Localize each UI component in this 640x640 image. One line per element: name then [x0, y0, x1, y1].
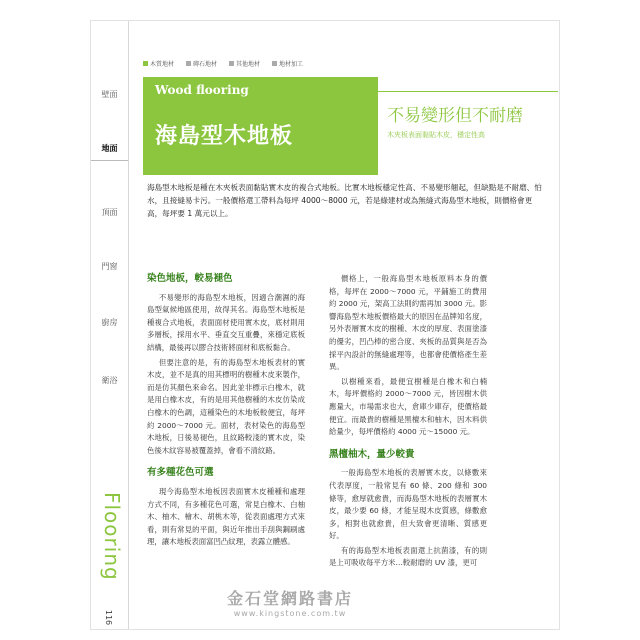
paragraph: 價格上，一般海島型木地板原料本身的價格，每坪在 2000～7000 元，平鋪施工的費用約 2000 元，架高工法則約需再加 3000 元。影響海島型木地板價格最大的原因在品牌知名度，另外表層實木皮的樹種、木皮的厚度、表面塗漆的優劣，凹凸棒的密合度、夾板的品質與是否為採平內設計的無縫處理等，也都會使價格產生差異。	[329, 274, 487, 372]
legend-square-icon	[186, 61, 191, 66]
tab-door-window[interactable]: 門窗	[101, 262, 118, 271]
watermark-brand: 金石堂網路書店	[226, 589, 353, 608]
title-divider	[378, 91, 558, 92]
category-legend	[143, 59, 303, 68]
book-page	[90, 20, 560, 630]
sub-tagline: 木夾板表面黏貼木皮，穩定性高	[387, 131, 485, 139]
right-column	[329, 273, 487, 572]
section-heading: 有多種花色可選	[147, 467, 214, 479]
paragraph: 不易變形的海島型木地板，因適合潮濕的海島型氣候地區使用，故得其名。海島型木地板是種複合式地板，表面面材使用實木皮，底材則用多層板，採用水平、垂直交互重疊，來穩定底板結構，最後再以膠合技術將面材和底板黏合。	[147, 292, 305, 352]
chapter-sidebar	[91, 21, 129, 629]
paragraph: 一般海島型木地板的表層實木皮，以條數來代表厚度，一般常見有 60 條、200 條和 300 條等，愈厚就愈貴，而海島型木地板的表層實木皮，最少要 60 條，才能呈現木皮質感，條數愈多，相對也就愈貴，但大致會更清晰、質感更好。	[329, 468, 487, 541]
legend-item: 木質地材	[143, 59, 174, 68]
page-number: 116	[104, 609, 114, 626]
tab-bathroom[interactable]: 衛浴	[101, 376, 118, 385]
section-heading: 黑檀柚木，量少較貴	[329, 448, 415, 460]
tab-floor[interactable]: 地面	[91, 143, 128, 161]
legend-item: 其他地材	[229, 59, 260, 68]
legend-item: 地材加工	[272, 59, 303, 68]
chinese-title: 海島型木地板	[155, 124, 294, 149]
legend-square-icon	[143, 61, 148, 66]
intro-paragraph: 海島型木地板是種在木夾板表面黏貼實木皮的複合式地板。比實木地板穩定性高、不易變形翹起，但缺點是不耐磨、怕水，且接縫易卡污。一般價格還工帶料為每坪 4000～8000 元，若是綠建材或為無縫式海島型木地板，則價格會更高，每坪要 1 萬元以上。	[147, 183, 542, 218]
tab-wall[interactable]: 壁面	[101, 90, 118, 99]
tagline: 不易變形但不耐磨	[387, 106, 523, 126]
section-label	[93, 493, 125, 603]
legend-item: 磚石地材	[186, 59, 217, 68]
tab-kitchen[interactable]: 廚房	[101, 318, 118, 327]
paragraph: 現今海島型木地板因表面實木皮種種和處理方式不同，有多種花色可選，常見白橡木、白柚木、柚木、檜木、胡桃木等，從表面處理方式來看，則有常見的平面，與近年推出手刮與鋼刷處理，讓木地板表面富凹凸紋理，表露立體感。	[147, 486, 305, 547]
section-heading: 染色地板，較易褪色	[147, 273, 233, 284]
title-tagline-block	[387, 101, 557, 140]
paragraph: 以樹種來看，最便宜樹種是白橡木和白楠木，每坪價格約 2000～7000 元，皆因樹木供應量大，市場需求也大，倉庫少庫存，使價格最便宜。而最貴的樹種是黑檀木和柚木，因木料供給量少，每坪價格約 4000 元～15000 元。	[329, 376, 487, 437]
title-banner	[143, 77, 378, 175]
paragraph: 有的海島型木地板表面還上抗菌漆，有的則是上可吸收每平方米…較耐磨的 UV 漆，更可	[329, 545, 487, 568]
legend-square-icon	[272, 61, 277, 66]
tab-ceiling[interactable]: 頂面	[101, 208, 118, 217]
paragraph: 但要注意的是，有的海島型木地板表材的實木皮，並不是真的用其標明的樹種木皮來製作，而是仿其顏色來命名。因此並非標示白橡木，就是用白橡木皮，有的是用其他樹種的木皮仿染成白橡木的色調，這種染色的木地板較便宜，每坪約 2000～7000 元。面材，表材染色的海島型木地板，日後易褪色，且紋路較淺的實木皮，染色後木紋容易被覆蓋掉，會看不清紋路。	[147, 357, 305, 455]
section-label-text: Flooring	[100, 492, 124, 581]
watermark-url: www.kingstone.com.tw	[233, 609, 347, 618]
legend-square-icon	[229, 61, 234, 66]
left-column	[147, 273, 305, 551]
watermark	[130, 586, 450, 618]
english-title: Wood flooring	[155, 83, 249, 97]
